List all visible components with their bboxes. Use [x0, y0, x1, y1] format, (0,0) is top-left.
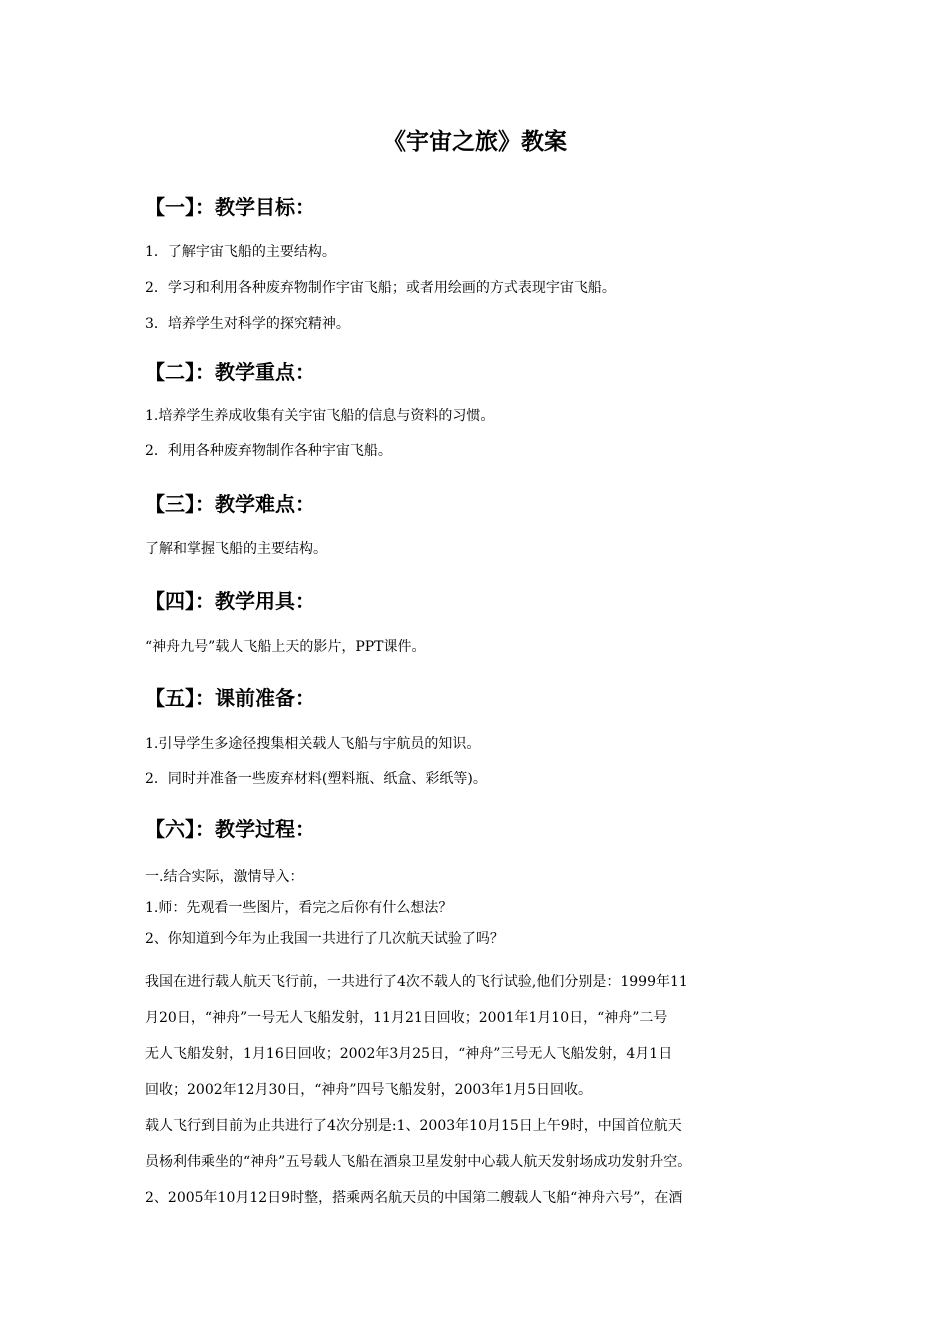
- list-item: 1.师：先观看一些图片，看完之后你有什么想法？: [145, 900, 453, 916]
- section-item-list: [145, 539, 810, 559]
- paragraph-line: 载人飞行到目前为止共进行了4次分别是:1、2003年10月15日上午9时，中国首位航天: [145, 1118, 682, 1134]
- list-item: 2．同时并准备一些废弃材料(塑料瓶、纸盒、彩纸等)。: [145, 771, 487, 787]
- section-heading: 【一】：教学目标：: [145, 195, 315, 219]
- list-item: 1.引导学生多途径搜集相关载人飞船与宇航员的知识。: [145, 736, 481, 752]
- section-heading: 【五】：课前准备：: [145, 686, 315, 710]
- list-item: 3．培养学生对科学的探究精神。: [145, 316, 350, 332]
- section-item-list: [145, 734, 810, 789]
- paragraph-line: 我国在进行载人航天飞行前，一共进行了4次不载人的飞行试验,他们分别是：1999年11: [145, 974, 688, 990]
- section-heading: 【二】：教学重点：: [145, 360, 315, 384]
- paragraph-line: 员杨利伟乘坐的“神舟”五号载人飞船在酒泉卫星发射中心载人航天发射场成功发射升空。: [145, 1154, 692, 1170]
- section-item-list: [145, 242, 810, 334]
- paragraph-manned-flights: [145, 1108, 810, 1216]
- section-heading: 【六】：教学过程：: [145, 817, 315, 841]
- section-item-list: [145, 867, 810, 949]
- section-teaching-process: [145, 815, 810, 960]
- list-item: 2．利用各种废弃物制作各种宇宙飞船。: [145, 443, 392, 459]
- section-teaching-tools: [145, 587, 810, 657]
- paragraph: [145, 964, 810, 1108]
- paragraph-line: 无人飞船发射，1月16日回收；2002年3月25日，“神舟”三号无人飞船发射，4月1日: [145, 1046, 673, 1062]
- section-teaching-goals: [145, 193, 810, 350]
- section-heading: 【四】：教学用具：: [145, 589, 315, 613]
- list-item: 了解和掌握飞船的主要结构。: [145, 541, 327, 557]
- list-item: “神舟九号”载人飞船上天的影片，PPT课件。: [145, 639, 426, 655]
- section-preparation: [145, 684, 810, 804]
- section-item-list: [145, 406, 810, 461]
- list-item: 1.培养学生养成收集有关宇宙飞船的信息与资料的习惯。: [145, 408, 495, 424]
- list-item: 一.结合实际，激情导入：: [145, 869, 304, 885]
- paragraph-line: 回收；2002年12月30日，“神舟”四号飞船发射，2003年1月5日回收。: [145, 1082, 593, 1098]
- paragraph-unmanned-tests: [145, 964, 810, 1108]
- list-item: 2．学习和利用各种废弃物制作宇宙飞船；或者用绘画的方式表现宇宙飞船。: [145, 280, 616, 296]
- document-title: 《宇宙之旅》教案: [383, 129, 567, 155]
- section-heading: 【三】：教学难点：: [145, 492, 315, 516]
- list-item: 2、你知道到今年为止我国一共进行了几次航天试验了吗？: [145, 931, 504, 947]
- section-item-list: [145, 637, 810, 657]
- list-item: 1．了解宇宙飞船的主要结构。: [145, 244, 336, 260]
- paragraph: [145, 1108, 810, 1216]
- section-teaching-difficulty: [145, 490, 810, 559]
- section-teaching-focus: [145, 358, 810, 476]
- paragraph-line: 2、2005年10月12日9时整，搭乘两名航天员的中国第二艘载人飞船“神舟六号”，在酒: [145, 1190, 683, 1206]
- paragraph-line: 月20日，“神舟”一号无人飞船发射，11月21日回收；2001年1月10日，“神舟”二号: [145, 1010, 668, 1026]
